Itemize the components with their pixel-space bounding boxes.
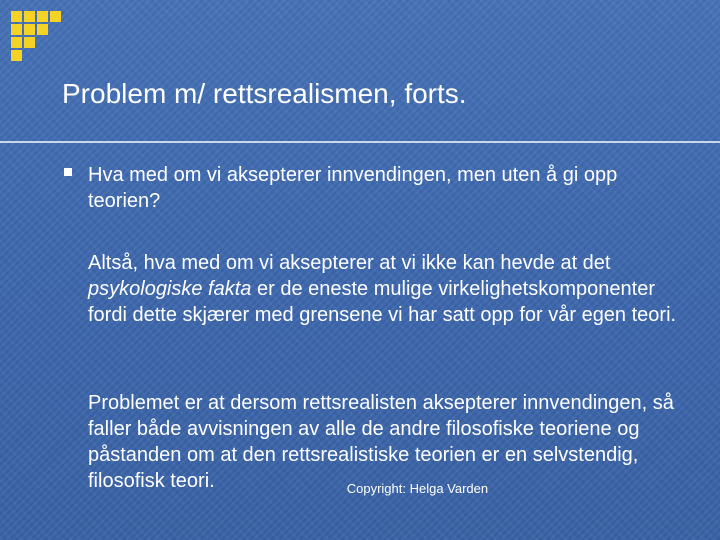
squares-logo-icon: [11, 11, 63, 63]
paragraph-2-emphasis: psykologiske fakta: [88, 278, 252, 300]
bullet-point-text: Hva med om vi aksepterer innvendingen, men uten å gi opp teorien?: [88, 164, 618, 212]
paragraph-2-start: Altså, hva med om vi aksepterer at vi ikke kan hevde at det: [88, 252, 611, 274]
paragraph-2-end: er de eneste mulige virkelighetskomponenter fordi dette skjærer med grensene vi har satt opp for vår egen teori.: [88, 278, 677, 326]
paragraph-3-text: Problemet er at dersom rettsrealisten aksepterer innvendingen, så faller både avvisningen av alle de andre filosofiske teoriene og påstanden om at den rettsrealistiske teorien er en selvstendig, filosofisk teori.: [88, 392, 674, 492]
paragraph-3: [88, 390, 688, 496]
slide-title: Problem m/ rettsrealismen, forts.: [62, 78, 467, 109]
title-divider: [0, 141, 720, 143]
square-bullet-icon: [64, 168, 72, 176]
paragraph-2: [88, 250, 688, 328]
copyright-notice: Copyright: Helga Varden: [346, 481, 489, 496]
